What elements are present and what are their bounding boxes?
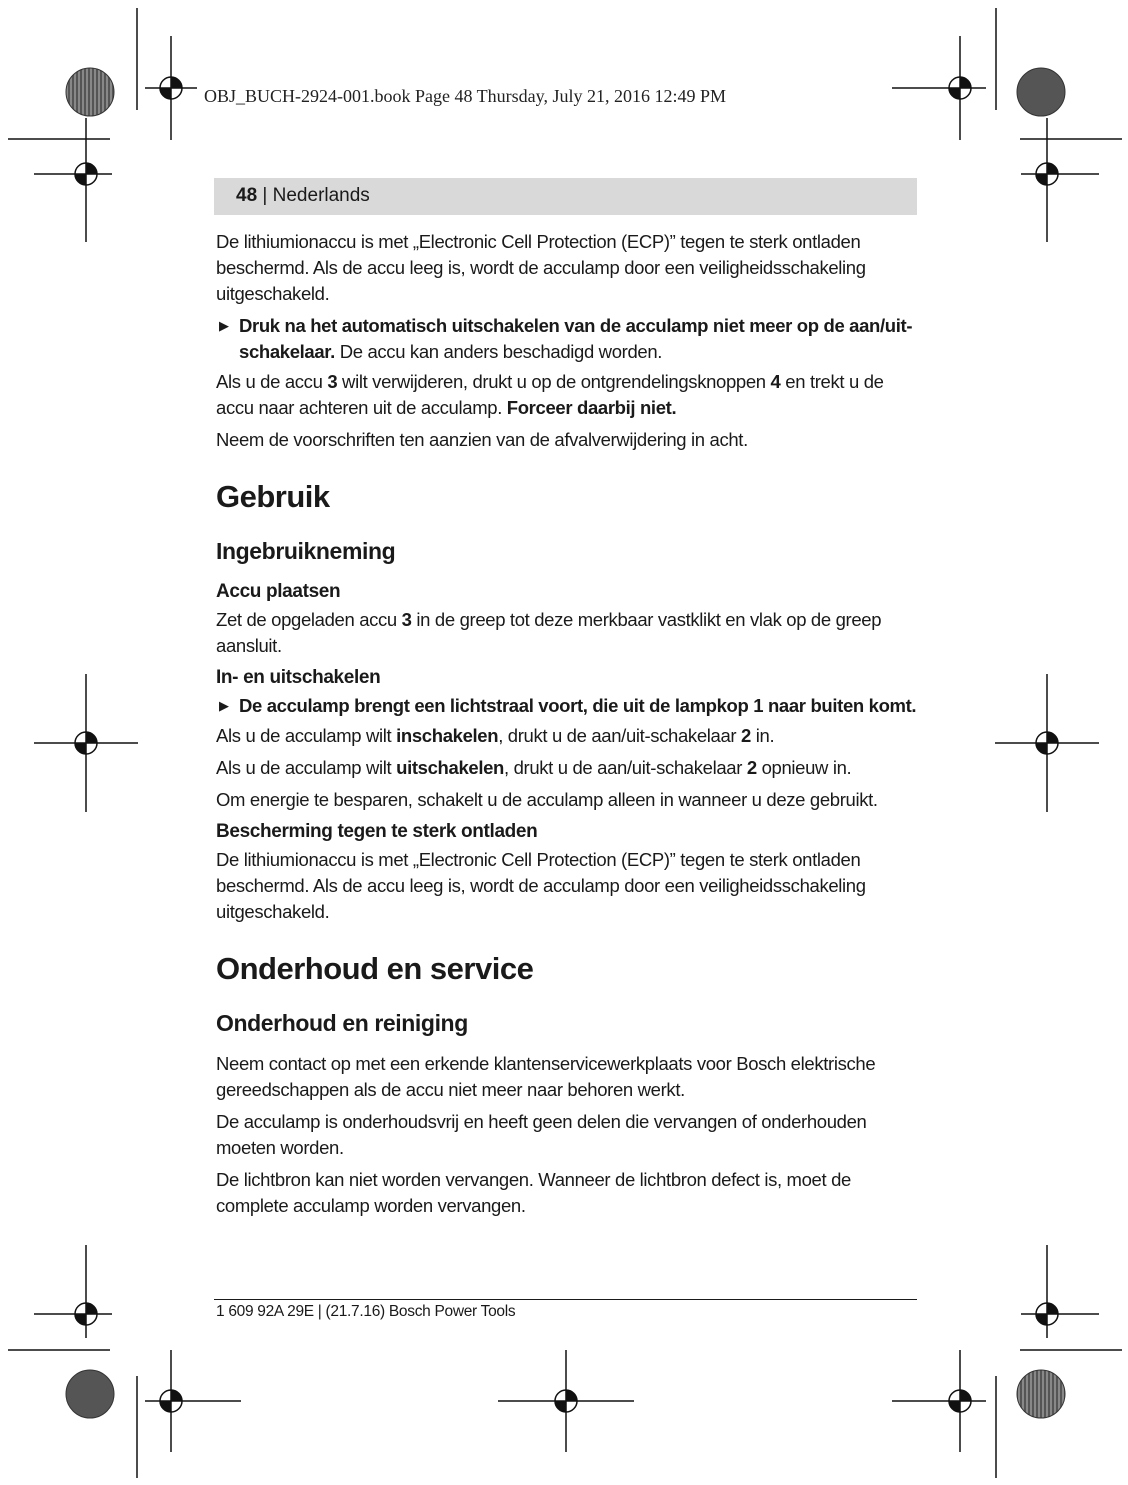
page-content (216, 229, 918, 1225)
bullet-bold-text: De acculamp brengt een lichtstraal voort, die uit de lampkop 1 naar buiten komt. (239, 695, 917, 716)
subsection-heading: Ingebruikneming (216, 538, 396, 564)
page-header (214, 178, 917, 215)
text-run: Als u de accu (216, 371, 328, 392)
paragraph (216, 755, 918, 781)
paragraph: De acculamp is onderhoudsvrij en heeft geen delen die vervangen of onderhouden moeten worden. (216, 1111, 867, 1158)
section-heading: Onderhoud en service (216, 951, 534, 986)
text-run: opnieuw in. (756, 757, 852, 778)
bullet-bold-text: Druk na het automatisch uitschakelen van de acculamp niet meer op de aan/uit-schakelaar. (239, 315, 913, 362)
reference-number: 4 (770, 371, 781, 392)
text-run: en trekt u de accu naar achteren uit de acculamp. (216, 371, 884, 418)
footer-rule (214, 1299, 917, 1300)
minor-heading: Bescherming tegen te sterk ontladen (216, 821, 538, 842)
page-header-text (236, 185, 370, 207)
bold-text: Forceer daarbij niet. (506, 397, 677, 418)
registration-dial (1017, 68, 1065, 116)
subsection-heading: Onderhoud en reiniging (216, 1010, 468, 1036)
warning-bullet (216, 313, 918, 365)
text-run: , drukt u de aan/uit-schakelaar (498, 725, 742, 746)
paragraph (216, 607, 918, 659)
header-separator: | (257, 185, 273, 206)
page-footer: 1 609 92A 29E | (21.7.16) Bosch Power Tools (216, 1303, 516, 1320)
paragraph: De lithiumionaccu is met „Electronic Cell Protection (ECP)” tegen te sterk ontladen beschermd. Als de accu leeg is, wordt de acculamp door een veiligheidsschakeling uitgeschakeld. (216, 849, 866, 922)
registration-dial (66, 68, 114, 116)
bold-text: uitschakelen (396, 757, 505, 778)
reference-number: 2 (746, 757, 757, 778)
text-run: Als u de acculamp wilt (216, 725, 397, 746)
registration-dial (66, 1370, 114, 1418)
text-run: in. (750, 725, 775, 746)
text-run: Zet de opgeladen accu (216, 609, 402, 630)
paragraph: De lithiumionaccu is met „Electronic Cell Protection (ECP)” tegen te sterk ontladen beschermd. Als de accu leeg is, wordt de acculamp door een veiligheidsschakeling uitgeschakeld. (216, 231, 866, 304)
minor-heading: In- en uitschakelen (216, 667, 381, 688)
reference-number: 3 (401, 609, 412, 630)
bullet-triangle-icon: ▶ (219, 698, 229, 713)
page-number: 48 (236, 185, 258, 206)
print-slug: OBJ_BUCH-2924-001.book Page 48 Thursday, July 21, 2016 12:49 PM (204, 86, 727, 106)
reference-number: 2 (741, 725, 751, 746)
text-run: Als u de acculamp wilt (216, 757, 397, 778)
paragraph (216, 369, 918, 421)
section-heading: Gebruik (216, 479, 330, 514)
paragraph: De lichtbron kan niet worden vervangen. Wanneer de lichtbron defect is, moet de complete acculamp worden vervangen. (216, 1169, 851, 1216)
paragraph: Neem de voorschriften ten aanzien van de afvalverwijdering in acht. (216, 429, 748, 450)
registration-dial (1017, 1370, 1065, 1418)
header-language: Nederlands (272, 185, 370, 206)
paragraph (216, 723, 918, 749)
text-run: , drukt u de aan/uit-schakelaar (504, 757, 747, 778)
text-run: wilt verwijderen, drukt u op de ontgrendelingsknoppen (337, 371, 771, 392)
bullet-triangle-icon: ▶ (219, 318, 229, 333)
bold-text: inschakelen (396, 725, 499, 746)
paragraph: Om energie te besparen, schakelt u de acculamp alleen in wanneer u deze gebruikt. (216, 789, 878, 810)
reference-number: 3 (327, 371, 338, 392)
paragraph: Neem contact op met een erkende klantenservicewerkplaats voor Bosch elektrische gereedschappen als de accu niet meer naar behoren werkt. (216, 1053, 876, 1100)
text-run: in de greep tot deze merkbaar vastklikt en vlak op de greep aansluit. (216, 609, 882, 656)
minor-heading: Accu plaatsen (216, 581, 341, 602)
warning-bullet (216, 693, 918, 719)
bullet-text: De accu kan anders beschadigd worden. (334, 341, 663, 362)
